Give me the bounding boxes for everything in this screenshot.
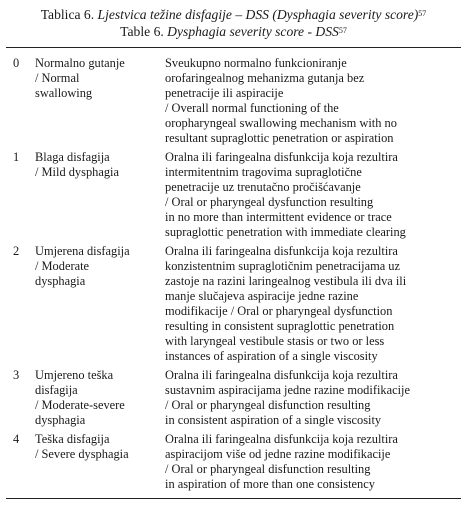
score-cell: 1 [13,150,20,164]
description-line: in no more than intermittent evidence or trace [165,210,392,224]
caption-hr-title: Ljestvica težine disfagije – DSS (Dysphagia severity score) [97,7,419,22]
severity-line: dysphagia [35,274,86,288]
description-line: resulting in consistent supraglottic penetration [165,319,395,333]
table-row [6,48,461,146]
description-line: Oralna ili faringealna disfunkcija koja rezultira [165,150,398,164]
description-line: orofaringealnog mehanizma gutanja bez [165,71,365,85]
score-cell: 2 [13,244,20,258]
severity-cell [35,428,165,492]
caption-croatian [6,6,461,23]
severity-line: Blaga disfagija [35,150,110,164]
severity-line: / Moderate-severe [35,398,125,412]
dss-table-body [6,48,461,492]
table-row [6,146,461,240]
description-line: sustavnim aspiracijama jedne razine modifikacije [165,383,410,397]
description-line: zastoje na razini laringealnog vestibula ili dva ili [165,274,407,288]
description-cell [165,428,461,492]
severity-cell [35,240,165,364]
description-line: / Oral or pharyngeal disfunction resulting [165,398,371,412]
severity-cell [35,48,165,146]
table-caption [6,6,461,40]
description-line: / Oral or pharyngeal dysfunction resulting [165,195,374,209]
severity-line: / Moderate [35,259,90,273]
severity-cell [35,146,165,240]
description-line: / Overall normal functioning of the [165,101,339,115]
severity-line: / Severe dysphagia [35,447,129,461]
description-line: oropharyngeal swallowing mechanism with no [165,116,397,130]
description-line: Oralna ili faringealna disfunkcija koja rezultira [165,244,398,258]
severity-line: Normalno gutanje [35,56,125,70]
severity-line: swallowing [35,86,93,100]
severity-line: / Normal [35,71,80,85]
table-bottom-rule [6,498,461,499]
description-cell [165,48,461,146]
table-row [6,240,461,364]
description-line: Oralna ili faringealna disfunkcija koja rezultira [165,432,398,446]
description-line: manje slučajeva aspiracije jedne razine [165,289,359,303]
caption-en-ref: 57 [338,26,347,35]
caption-hr-prefix: Tablica 6. [40,7,95,22]
table-row [6,428,461,492]
description-cell [165,240,461,364]
score-cell: 4 [13,432,20,446]
severity-line: Umjereno teška [35,368,114,382]
description-line: in aspiration of more than one consistency [165,477,375,491]
description-line: penetracije uz trenutačno pročišćavanje [165,180,361,194]
caption-english [6,23,461,40]
description-line: Sveukupno normalno funkcioniranje [165,56,347,70]
severity-line: dysphagia [35,413,86,427]
table-row [6,364,461,428]
severity-line: Umjerena disfagija [35,244,130,258]
description-line: penetracije ili aspiracije [165,86,284,100]
description-line: Oralna ili faringealna disfunkcija koja rezultira [165,368,398,382]
description-line: konzistentnim supraglotičnim penetracijama uz [165,259,401,273]
severity-line: / Mild dysphagia [35,165,119,179]
description-cell [165,146,461,240]
severity-line: Teška disfagija [35,432,110,446]
description-line: intermitentnim tragovima supraglotične [165,165,362,179]
severity-line: disfagija [35,383,78,397]
description-line: resultant supraglottic penetration or aspiration [165,131,394,145]
description-line: aspiracijom više od jedne razine modifikacije [165,447,391,461]
description-cell [165,364,461,428]
caption-en-title: Dysphagia severity score - DSS [167,24,339,39]
score-cell: 3 [13,368,20,382]
description-line: / Oral or pharyngeal disfunction resulting [165,462,371,476]
dss-table [6,48,461,492]
severity-cell [35,364,165,428]
score-cell: 0 [13,56,20,70]
description-line: modifikacije / Oral or pharyngeal dysfunction [165,304,393,318]
description-line: supraglottic penetration with immediate clearing [165,225,406,239]
description-line: in consistent aspiration of a single viscosity [165,413,382,427]
description-line: with laryngeal vestibule stasis or two or less [165,334,385,348]
caption-hr-ref: 57 [418,9,427,18]
caption-en-prefix: Table 6. [120,24,164,39]
description-line: instances of aspiration of a single viscosity [165,349,378,363]
